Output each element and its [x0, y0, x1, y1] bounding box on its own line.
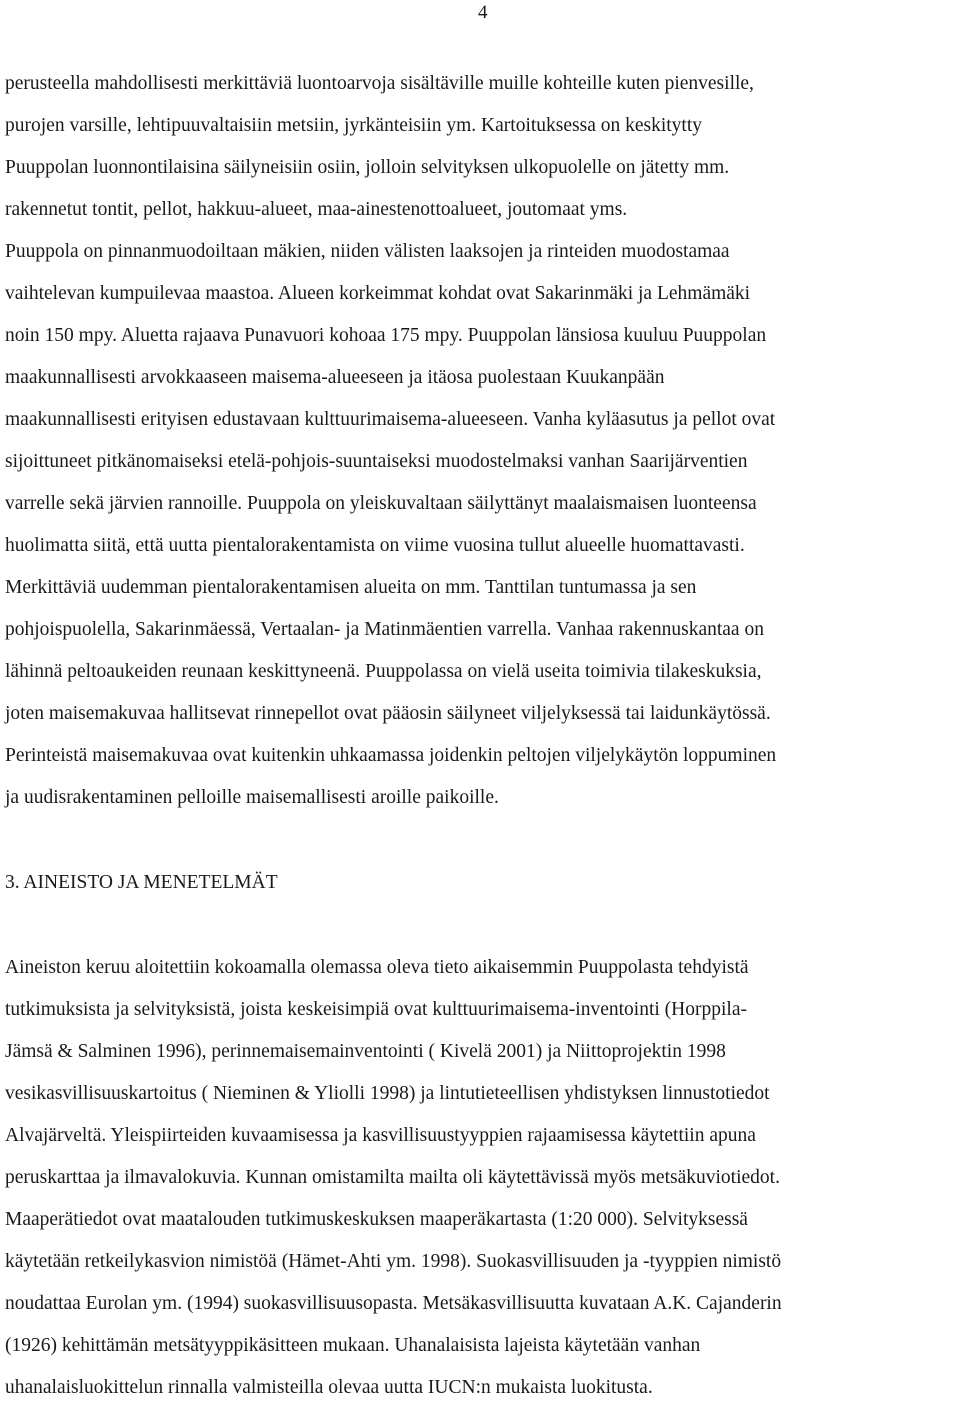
text-line: vesikasvillisuuskartoitus ( Nieminen & Yliolli 1998) ja lintutieteellisen yhdistyksen linnustotiedot: [5, 1083, 770, 1104]
text-line: huolimatta siitä, että uutta pientalorakentamista on viime vuosina tullut alueelle huomattavasti.: [5, 535, 745, 556]
text-line: pohjoispuolella, Sakarinmäessä, Vertaalan- ja Matinmäentien varrella. Vanhaa rakennuskantaa on: [5, 619, 764, 640]
text-line: rakennetut tontit, pellot, hakkuu-alueet, maa-ainestenottoalueet, joutomaat yms.: [5, 199, 628, 220]
section-heading: 3. AINEISTO JA MENETELMÄT: [5, 872, 278, 893]
text-line: Puuppolan luonnontilaisina säilyneisiin osiin, jolloin selvityksen ulkopuolelle on jätetty mm.: [5, 157, 730, 178]
page-number: 4: [478, 2, 488, 23]
text-line: ja uudisrakentaminen pelloille maisemallisesti aroille paikoille.: [5, 787, 499, 808]
text-line: joten maisemakuvaa hallitsevat rinnepellot ovat pääosin säilyneet viljelyksessä tai laidunkäytössä.: [5, 703, 771, 724]
text-line: Merkittäviä uudemman pientalorakentamisen alueita on mm. Tanttilan tuntumassa ja sen: [5, 577, 697, 598]
text-line: Perinteistä maisemakuvaa ovat kuitenkin uhkaamassa joidenkin peltojen viljelykäytön loppuminen: [5, 745, 777, 766]
text-line: peruskarttaa ja ilmavalokuvia. Kunnan omistamilta mailta oli käytettävissä myös metsäkuviotiedot.: [5, 1167, 780, 1188]
text-line: Aineiston keruu aloitettiin kokoamalla olemassa oleva tieto aikaisemmin Puuppolasta tehdyistä: [5, 957, 749, 978]
text-line: maakunnallisesti erityisen edustavaan kulttuurimaisema-alueeseen. Vanha kyläasutus ja pellot ovat: [5, 409, 776, 430]
text-line: (1926) kehittämän metsätyyppikäsitteen mukaan. Uhanalaisista lajeista käytetään vanhan: [5, 1335, 701, 1356]
text-line: lähinnä peltoaukeiden reunaan keskittyneenä. Puuppolassa on vielä useita toimivia tilakeskuksia,: [5, 661, 762, 682]
text-line: käytetään retkeilykasvion nimistöä (Hämet-Ahti ym. 1998). Suokasvillisuuden ja -tyyppien nimistö: [5, 1251, 782, 1272]
text-line: maakunnallisesti arvokkaaseen maisema-alueeseen ja itäosa puolestaan Kuukanpään: [5, 367, 665, 388]
text-line: Puuppola on pinnanmuodoiltaan mäkien, niiden välisten laaksojen ja rinteiden muodostamaa: [5, 241, 730, 262]
paragraph-landscape-description: [5, 63, 960, 819]
text-line: varrelle sekä järvien rannoille. Puuppola on yleiskuvaltaan säilyttänyt maalaismaisen luonteensa: [5, 493, 757, 514]
text-line: noudattaa Eurolan ym. (1994) suokasvillisuusopasta. Metsäkasvillisuutta kuvataan A.K. Cajanderin: [5, 1293, 782, 1314]
text-line: tutkimuksista ja selvityksistä, joista keskeisimpiä ovat kulttuurimaisema-inventointi (Horppila-: [5, 999, 747, 1020]
text-line: uhanalaisluokittelun rinnalla valmisteilla olevaa uutta IUCN:n mukaista luokitusta.: [5, 1377, 653, 1398]
text-line: noin 150 mpy. Aluetta rajaava Punavuori kohoaa 175 mpy. Puuppolan länsiosa kuuluu Puuppolan: [5, 325, 767, 346]
text-line: Jämsä & Salminen 1996), perinnemaisemainventointi ( Kivelä 2001) ja Niittoprojektin 1998: [5, 1041, 726, 1062]
text-line: sijoittuneet pitkänomaiseksi etelä-pohjois-suuntaiseksi muodostelmaksi vanhan Saarijärventien: [5, 451, 748, 472]
text-line: vaihtelevan kumpuilevaa maastoa. Alueen korkeimmat kohdat ovat Sakarinmäki ja Lehmämäki: [5, 283, 751, 304]
text-line: perusteella mahdollisesti merkittäviä luontoarvoja sisältäville muille kohteille kuten pienvesille,: [5, 73, 754, 94]
text-line: Alvajärveltä. Yleispiirteiden kuvaamisessa ja kasvillisuustyyppien rajaamisessa käytettiin apuna: [5, 1125, 756, 1146]
paragraph-materials-methods: [5, 947, 960, 1409]
text-line: purojen varsille, lehtipuuvaltaisiin metsiin, jyrkänteisiin ym. Kartoituksessa on keskitytty: [5, 115, 703, 136]
text-line: Maaperätiedot ovat maatalouden tutkimuskeskuksen maaperäkartasta (1:20 000). Selvityksessä: [5, 1209, 748, 1230]
